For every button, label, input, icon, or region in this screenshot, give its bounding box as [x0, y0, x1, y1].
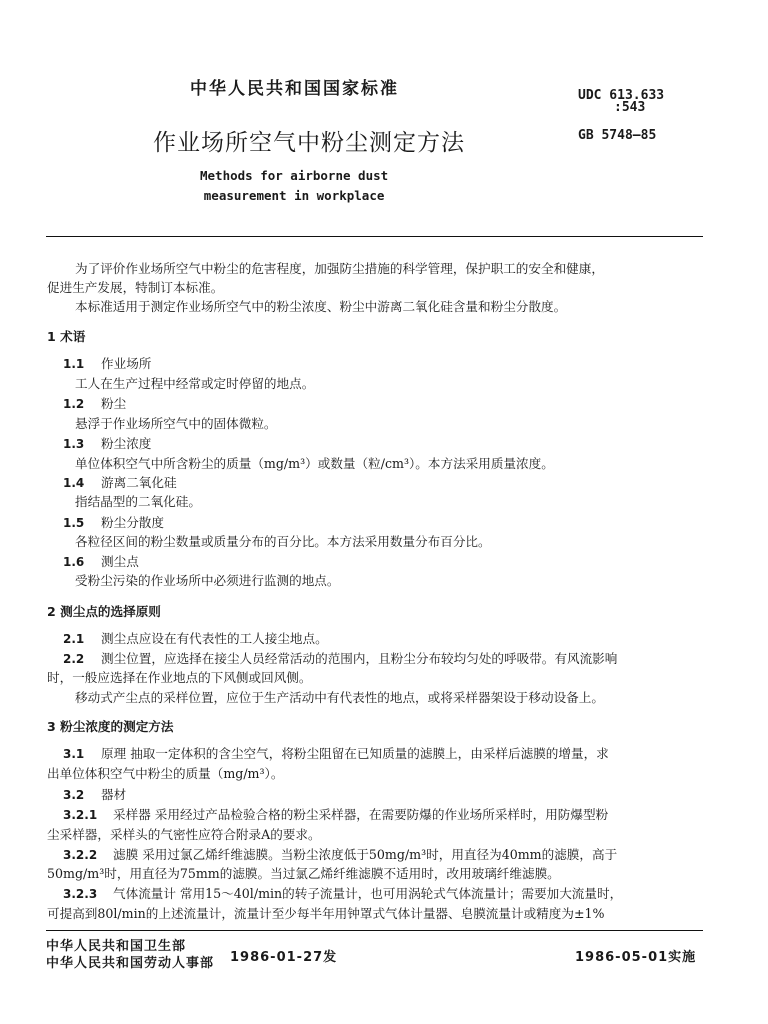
document-title: 作业场所空气中粉尘测定方法 — [153, 130, 465, 156]
term-definition: 单位体积空气中所含粉尘的质量（mg/m³）或数量（粒/cm³）。本方法采用质量浓度。 — [75, 456, 554, 471]
clause-text: 测尘点应设在有代表性的工人接尘地点。 — [101, 631, 328, 646]
clause-number: 3.2.3 — [63, 887, 98, 901]
header-divider — [46, 236, 703, 237]
section-3-heading: 3 粉尘浓度的测定方法 — [47, 719, 174, 734]
clause-text-continuation: 出单位体积空气中粉尘的质量（mg/m³）。 — [47, 766, 284, 781]
clause-number: 1.6 — [63, 555, 85, 569]
clause-3-2 — [47, 784, 707, 803]
clause-3-2-2 — [47, 844, 707, 863]
clause-text: 原理 抽取一定体积的含尘空气，将粉尘阻留在已知质量的滤膜上，由采样后滤膜的增量，求 — [101, 746, 609, 761]
term-1-2 — [47, 393, 707, 412]
clause-number: 1.4 — [63, 476, 85, 490]
clause-number: 1.5 — [63, 516, 85, 530]
term-definition: 悬浮于作业场所空气中的固体微粒。 — [75, 416, 277, 431]
clause-number: 3.2.1 — [63, 808, 98, 822]
english-title-line-1: Methods for airborne dust — [200, 168, 389, 183]
clause-3-2-3 — [47, 883, 707, 902]
issuing-authorities — [46, 938, 214, 972]
term-title: 游离二氧化硅 — [101, 475, 177, 490]
clause-2-2 — [47, 648, 707, 667]
clause-text-continuation: 尘采样器，采样头的气密性应符合附录A的要求。 — [47, 827, 321, 842]
intro-paragraph-line: 促进生产发展，特制订本标准。 — [47, 280, 224, 295]
footer-divider — [46, 930, 703, 931]
gb-number: GB 5748—85 — [578, 128, 657, 143]
udc-code — [578, 90, 664, 114]
clause-3-1 — [47, 743, 707, 762]
clause-text: 测尘位置，应选择在接尘人员经常活动的范围内，且粉尘分布较均匀处的呼吸带。有风流影响 — [101, 651, 618, 666]
clause-number: 2.1 — [63, 632, 85, 646]
clause-number: 3.2 — [63, 788, 85, 802]
clause-2-1 — [47, 628, 707, 647]
term-1-4 — [47, 472, 707, 491]
clause-number: 3.1 — [63, 747, 85, 761]
clause-number: 2.2 — [63, 652, 85, 666]
clause-text-continuation: 可提高到80l/min的上述流量计，流量计至少每半年用钟罩式气体计量器、皂膜流量计或精度为±1% — [47, 906, 605, 921]
section-1-heading: 1 术语 — [47, 329, 86, 344]
term-title: 粉尘 — [101, 396, 127, 411]
clause-number: 1.2 — [63, 397, 85, 411]
intro-paragraph-line: 为了评价作业场所空气中粉尘的危害程度，加强防尘措施的科学管理，保护职工的安全和健康， — [75, 261, 604, 276]
clause-text: 采样器 采用经过产品检验合格的粉尘采样器，在需要防爆的作业场所采样时，用防爆型粉 — [113, 807, 609, 822]
udc-line-2: :543 — [614, 100, 646, 115]
clause-number: 1.1 — [63, 357, 85, 371]
term-1-3 — [47, 433, 707, 452]
english-title-line-2: measurement in workplace — [203, 188, 385, 203]
clause-text-continuation: 时，一般应选择在作业地点的下风侧或回风侧。 — [47, 670, 312, 685]
term-definition: 工人在生产过程中经常或定时停留的地点。 — [75, 376, 315, 391]
issuer-line-1: 中华人民共和国卫生部 — [46, 939, 187, 954]
term-definition: 各粒径区间的粉尘数量或质量分布的百分比。本方法采用数量分布百分比。 — [75, 534, 491, 549]
scope-paragraph: 本标准适用于测定作业场所空气中的粉尘浓度、粉尘中游离二氧化硅含量和粉尘分散度。 — [75, 299, 567, 314]
term-definition: 受粉尘污染的作业场所中必须进行监测的地点。 — [75, 573, 340, 588]
clause-paragraph: 移动式产尘点的采样位置，应位于生产活动中有代表性的地点，或将采样器架设于移动设备上。 — [75, 690, 604, 705]
clause-3-2-1 — [47, 804, 707, 823]
term-1-6 — [47, 551, 707, 570]
clause-title: 器材 — [101, 787, 127, 802]
term-1-1 — [47, 353, 707, 372]
effective-date: 1986-05-01实施 — [575, 950, 697, 965]
term-title: 粉尘分散度 — [101, 515, 164, 530]
issued-date: 1986-01-27发 — [230, 950, 338, 965]
term-title: 作业场所 — [101, 356, 152, 371]
clause-text: 气体流量计 常用15～40l/min的转子流量计，也可用涡轮式气体流量计；需要加大流量时， — [113, 886, 623, 901]
clause-number: 3.2.2 — [63, 848, 98, 862]
udc-line-1: UDC 613.633 — [578, 88, 665, 103]
term-1-5 — [47, 512, 707, 531]
term-definition: 指结晶型的二氧化硅。 — [75, 494, 201, 509]
issuer-line-2: 中华人民共和国劳动人事部 — [46, 956, 215, 971]
clause-text: 滤膜 采用过氯乙烯纤维滤膜。当粉尘浓度低于50mg/m³时，用直径为40mm的滤膜，高于 — [113, 847, 618, 862]
section-2-heading: 2 测尘点的选择原则 — [47, 604, 161, 619]
english-title — [200, 166, 388, 206]
term-title: 测尘点 — [101, 554, 139, 569]
term-title: 粉尘浓度 — [101, 436, 152, 451]
clause-number: 1.3 — [63, 437, 85, 451]
national-standard-label: 中华人民共和国国家标准 — [190, 79, 399, 99]
clause-text-continuation: 50mg/m³时，用直径为75mm的滤膜。当过氯乙烯纤维滤膜不适用时，改用玻璃纤维滤膜。 — [47, 866, 560, 881]
